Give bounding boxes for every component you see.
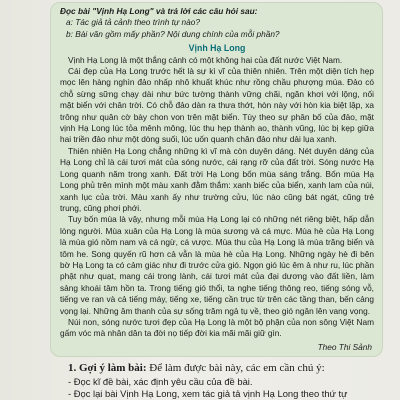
exercise-box — [50, 2, 383, 357]
exercise-instruction: Đọc bài "Vịnh Hạ Long" và trả lời các câu hỏi sau: — [60, 6, 258, 16]
question-b: b: Bài văn gồm mấy phần? Nội dung chính của mỗi phần? — [66, 28, 280, 39]
guidance-heading — [68, 362, 388, 374]
paragraph-2: Cái đẹp của Hạ Long trước hết là sự kì vĩ của thiên nhiên. Trên một diện tích hẹp mọc lên hàng nghìn đảo nhấp nhô khuất khúc như rồng chầu phượng múa. Đảo có chỗ sừng sững chạy dài như bức tường thành vững chãi, ngăn khơi với lộng, nối mặt biển với chân trời. Có chỗ đảo dàn ra thưa thớt, hòn này với hòn kia biệt lập, xa trông như quân cờ bày chon von trên mặt biển. Tùy theo sự phân bố của đảo, mặt vịnh Hạ Long lúc tỏa mênh mông, lúc thu hẹp thành ao, thành vũng, lúc bị kẹp giữa hai triền đảo như một dòng suối, lúc uốn quanh chân đảo như dải lụa xanh. — [60, 66, 374, 145]
question-a: a: Tác giả tả cảnh theo trình tự nào? — [66, 17, 200, 28]
guidance-section — [68, 362, 388, 400]
article-title: Vịnh Hạ Long — [188, 43, 246, 54]
paragraph-3: Thiên nhiên Hạ Long chẳng những kì vĩ mà còn duyên dáng. Nét duyên dáng của Hạ Long chỉ là cái tươi mát của sóng nước, cái rạng rỡ của đất trời. Sóng nước Hạ Long quanh năm trong xanh. Đất trời Hạ Long bốn mùa sáng trắng. Bốn mùa Hạ Long phủ trên mình một màu xanh đằm thắm: xanh biếc của biển, xanh lam của núi, xanh lục của trời. Màu xanh ấy như trường cửu, lúc nào cũng bát ngát, cũng trẻ trung, cũng phơi phới. — [60, 145, 374, 213]
paragraph-5: Núi non, sóng nước tươi đẹp của Hạ Long là một bộ phận của non sông Việt Nam gấm vóc mà nhân dân ta đời nọ tiếp đời kia mãi mãi giữ gìn. — [60, 316, 374, 339]
article-author: Theo Thi Sảnh — [317, 341, 372, 352]
paragraph-1: Vịnh Hạ Long là một thắng cảnh có một không hai của đất nước Việt Nam. — [68, 54, 343, 65]
guidance-heading-text: Để làm được bài này, các em cần chú ý: — [149, 362, 325, 374]
paragraph-4: Tuy bốn mùa là vậy, nhưng mỗi mùa Hạ Long lại có những nét riêng biệt, hấp dẫn lòng người. Mùa xuân của Hạ Long là mùa sương và cá mực. Mùa hè của Hạ Long là mùa gió nồm nam và cá ngừ, cá vược. Mùa thu của Hạ Long là mùa trăng biển và tôm he. Song quyến rũ hơn cả vẫn là mùa hè của Hạ Long. Những ngày hè đi bên bờ Hạ Long ta có cảm giác như đi trước cửa gió. Ngọn gió lúc êm ả như ru, lúc phần phật như quạt, mang cái trong lành, cái tươi mát của đại dương vào đất liền, làm sảng khoái tâm hồn ta. Trong tiếng gió thổi, ta nghe tiếng thông reo, tiếng sóng vỗ, tiếng ve ran và cả tiếng máy, tiếng xe, tiếng cần trục từ trên các tầng than, bến cảng vọng lại. Những âm thanh của sự sống trăm ngả tụ về, theo gió ngân lên vang vọng. — [60, 214, 374, 316]
guidance-item-2: - Đọc lại bài Vịnh Hạ Long, xem tác giả tả vịnh Hạ Long theo thứ tự — [68, 388, 348, 399]
guidance-heading-label: 1. Gợi ý làm bài: — [68, 362, 147, 374]
guidance-item-1: - Đọc kĩ đề bài, xác định yêu cầu của đề bài. — [68, 376, 253, 387]
